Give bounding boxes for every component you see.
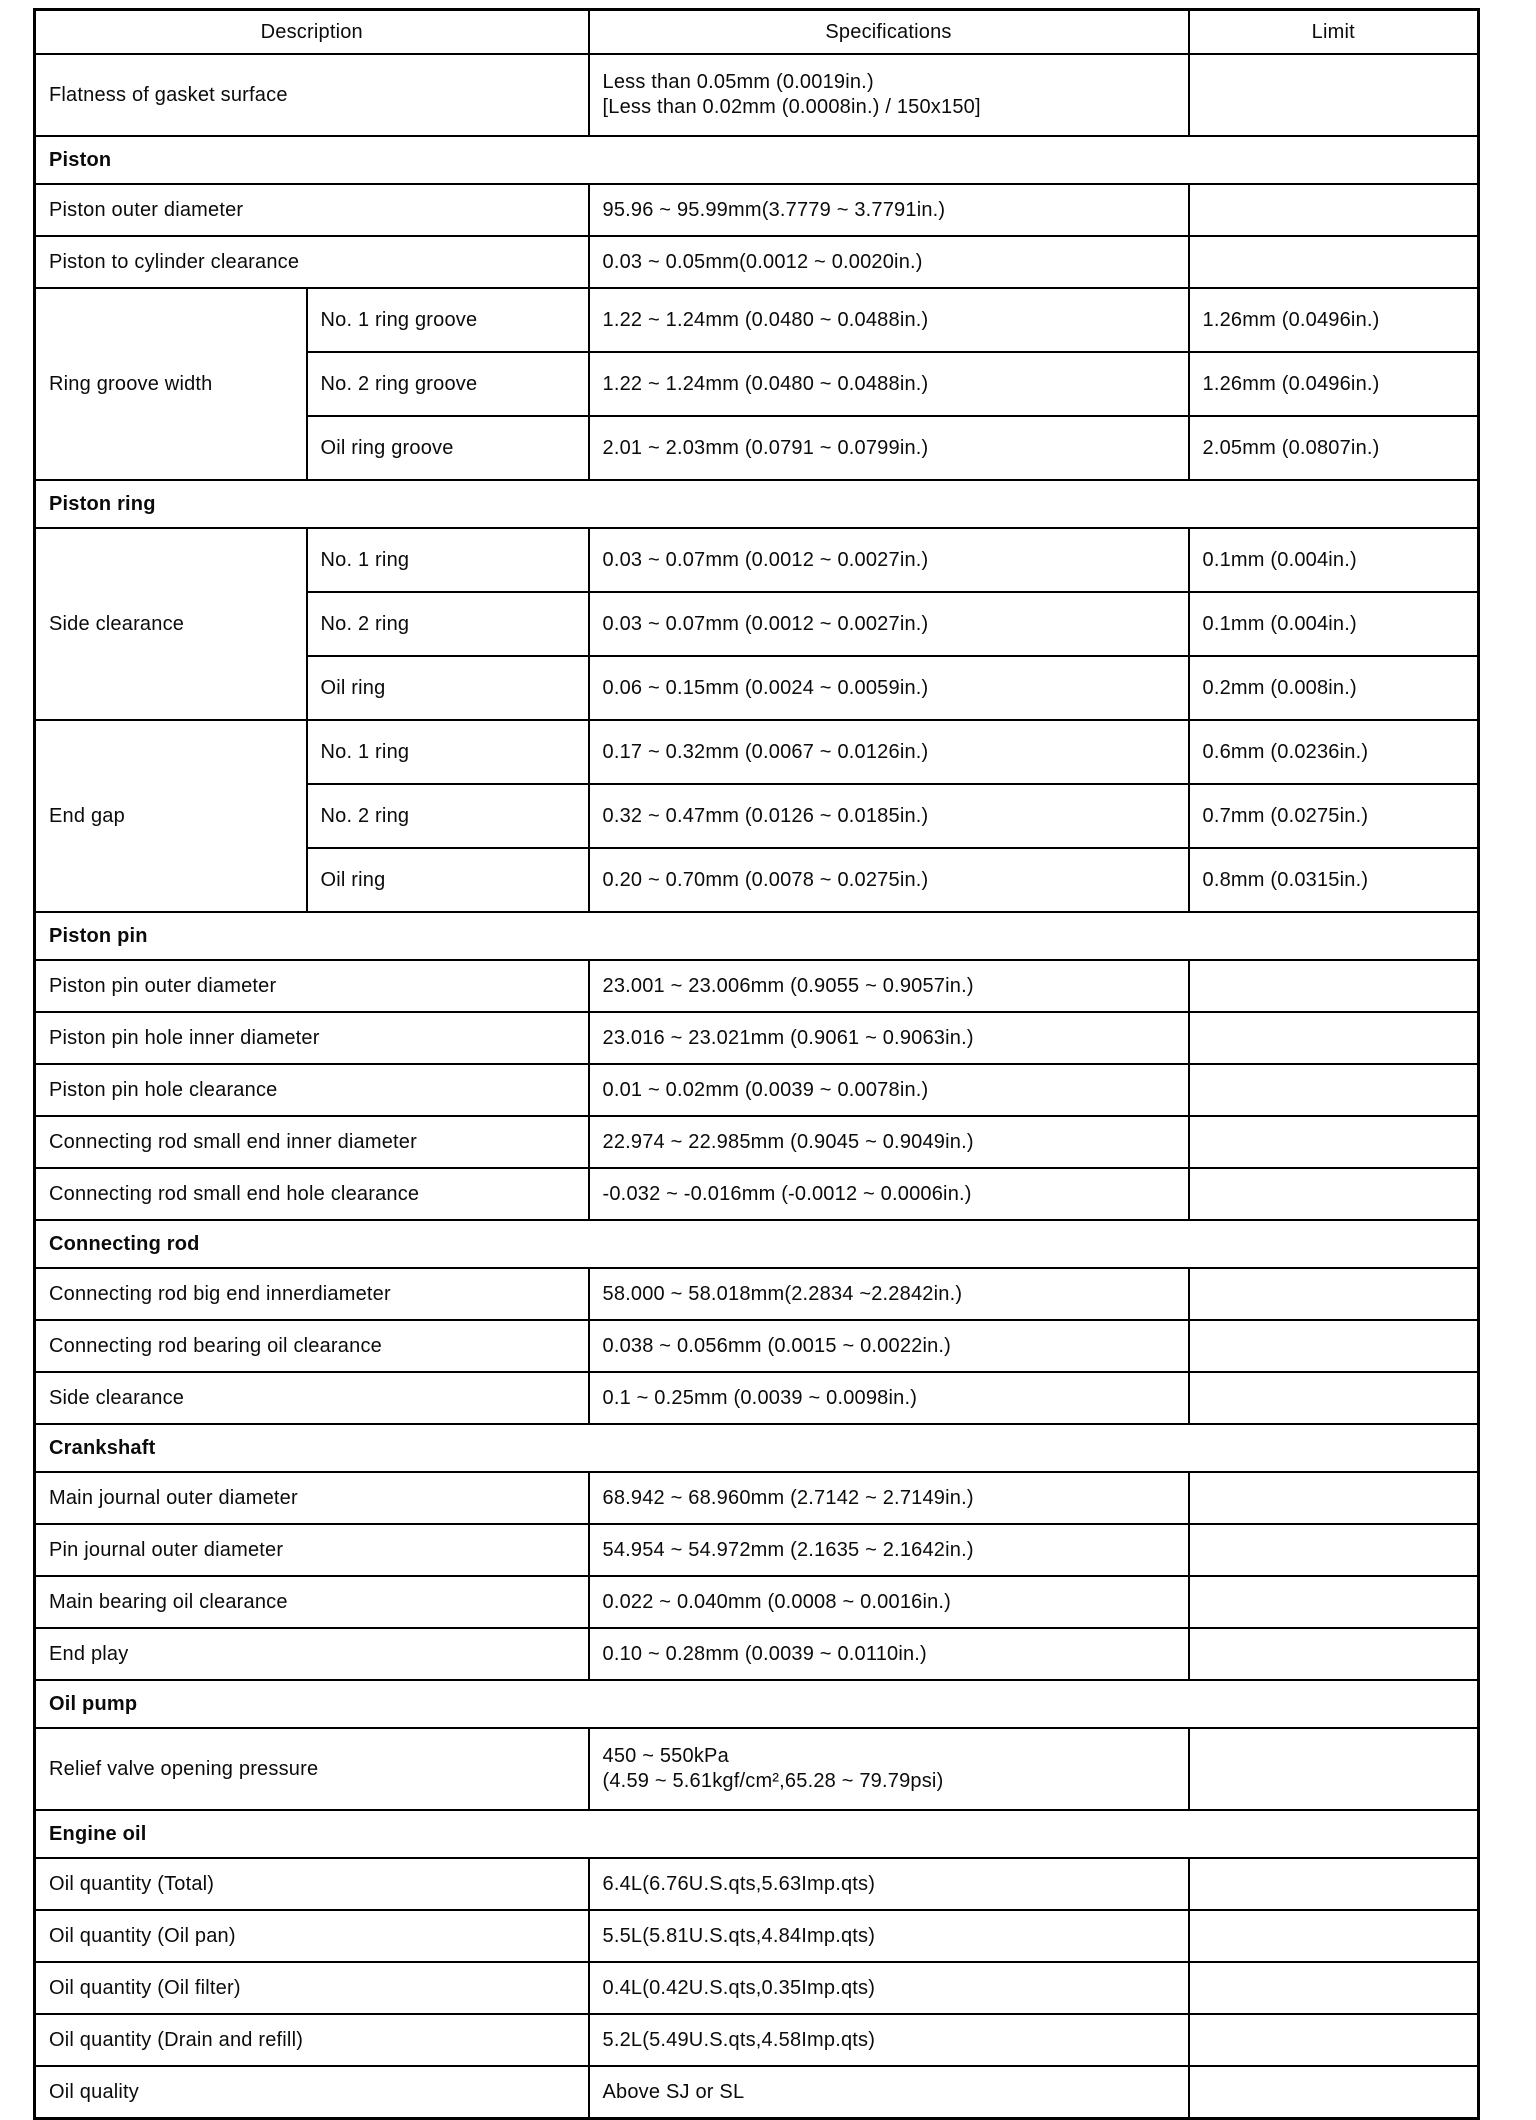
cell-limit [1189,1064,1479,1116]
table-row [35,1576,1479,1628]
cell-sub-description: No. 1 ring [307,528,589,592]
cell-limit [1189,1728,1479,1810]
cell-specification [589,1910,1189,1962]
cell-specification [589,1064,1189,1116]
section-row [35,1220,1479,1268]
cell-specification [589,528,1189,592]
table-row [35,720,1479,784]
table-row [35,1910,1479,1962]
table-row [35,528,1479,592]
cell-specification [589,592,1189,656]
table-row [35,236,1479,288]
cell-limit: 0.6mm (0.0236in.) [1189,720,1479,784]
table-row [35,960,1479,1012]
section-row [35,912,1479,960]
cell-specification [589,960,1189,1012]
spec-line: [Less than 0.02mm (0.0008in.) / 150x150] [602,96,981,118]
cell-description: Piston pin outer diameter [35,960,589,1012]
table-row [35,2014,1479,2066]
table-row [35,288,1479,352]
cell-limit: 0.2mm (0.008in.) [1189,656,1479,720]
col-header-description: Description [35,10,589,55]
section-row [35,136,1479,184]
header-row [35,10,1479,55]
cell-limit [1189,1012,1479,1064]
spec-line: 22.974 ~ 22.985mm (0.9045 ~ 0.9049in.) [602,1130,974,1153]
spec-line: Less than 0.05mm (0.0019in.) [602,71,874,93]
cell-limit [1189,1910,1479,1962]
cell-description: Ring groove width [35,288,307,480]
table-row [35,1628,1479,1680]
spec-line: -0.032 ~ -0.016mm (-0.0012 ~ 0.0006in.) [602,1182,972,1205]
cell-description: Main bearing oil clearance [35,1576,589,1628]
cell-specification [589,1116,1189,1168]
table-row [35,54,1479,136]
cell-specification [589,1962,1189,2014]
spec-line: (4.59 ~ 5.61kgf/cm²,65.28 ~ 79.79psi) [602,1770,944,1792]
cell-specification [589,1268,1189,1320]
cell-specification [589,1372,1189,1424]
cell-specification [589,1320,1189,1372]
spec-line: 1.22 ~ 1.24mm (0.0480 ~ 0.0488in.) [602,308,929,331]
cell-limit [1189,1268,1479,1320]
table-row [35,1168,1479,1220]
cell-description: Piston to cylinder clearance [35,236,589,288]
cell-specification [589,1524,1189,1576]
spec-table [33,8,1480,2120]
table-row [35,1372,1479,1424]
cell-description: Connecting rod bearing oil clearance [35,1320,589,1372]
section-header: Connecting rod [35,1220,1479,1268]
cell-limit: 1.26mm (0.0496in.) [1189,352,1479,416]
col-header-specifications: Specifications [589,10,1189,55]
cell-specification [589,416,1189,480]
cell-description: Oil quantity (Drain and refill) [35,2014,589,2066]
spec-line: 0.20 ~ 0.70mm (0.0078 ~ 0.0275in.) [602,868,929,891]
table-row [35,1962,1479,2014]
cell-description: Oil quantity (Total) [35,1858,589,1910]
spec-line: 23.001 ~ 23.006mm (0.9055 ~ 0.9057in.) [602,974,974,997]
cell-description: Oil quality [35,2066,589,2119]
table-row [35,184,1479,236]
cell-limit [1189,1372,1479,1424]
table-row [35,1728,1479,1810]
cell-specification [589,720,1189,784]
cell-specification [589,1576,1189,1628]
cell-limit: 0.1mm (0.004in.) [1189,592,1479,656]
cell-specification [589,184,1189,236]
cell-description: Flatness of gasket surface [35,54,589,136]
spec-line: 450 ~ 550kPa [602,1745,729,1767]
spec-table-body [35,54,1479,2119]
table-row [35,1116,1479,1168]
cell-specification [589,1628,1189,1680]
table-row [35,1858,1479,1910]
table-row [35,1012,1479,1064]
cell-limit: 0.7mm (0.0275in.) [1189,784,1479,848]
spec-line: 0.03 ~ 0.07mm (0.0012 ~ 0.0027in.) [602,612,929,635]
cell-specification [589,2066,1189,2119]
spec-line: Above SJ or SL [602,2080,745,2103]
cell-description: Oil quantity (Oil pan) [35,1910,589,1962]
cell-specification [589,1858,1189,1910]
cell-specification [589,236,1189,288]
spec-line: 68.942 ~ 68.960mm (2.7142 ~ 2.7149in.) [602,1486,974,1509]
cell-description: Oil quantity (Oil filter) [35,1962,589,2014]
section-header: Piston ring [35,480,1479,528]
section-row [35,480,1479,528]
cell-limit [1189,184,1479,236]
spec-line: 54.954 ~ 54.972mm (2.1635 ~ 2.1642in.) [602,1538,974,1561]
table-row [35,2066,1479,2119]
spec-line: 6.4L(6.76U.S.qts,5.63Imp.qts) [602,1872,876,1895]
cell-specification [589,1168,1189,1220]
section-header: Engine oil [35,1810,1479,1858]
cell-specification [589,656,1189,720]
section-row [35,1680,1479,1728]
spec-line: 0.06 ~ 0.15mm (0.0024 ~ 0.0059in.) [602,676,929,699]
table-row [35,1268,1479,1320]
spec-line: 58.000 ~ 58.018mm(2.2834 ~2.2842in.) [602,1282,963,1305]
spec-line: 0.10 ~ 0.28mm (0.0039 ~ 0.0110in.) [602,1642,927,1665]
spec-line: 0.17 ~ 0.32mm (0.0067 ~ 0.0126in.) [602,740,929,763]
cell-description: Pin journal outer diameter [35,1524,589,1576]
cell-specification [589,848,1189,912]
cell-limit [1189,1116,1479,1168]
spec-line: 23.016 ~ 23.021mm (0.9061 ~ 0.9063in.) [602,1026,974,1049]
spec-line: 5.2L(5.49U.S.qts,4.58Imp.qts) [602,2028,876,2051]
cell-sub-description: Oil ring [307,848,589,912]
cell-description: Main journal outer diameter [35,1472,589,1524]
cell-limit: 1.26mm (0.0496in.) [1189,288,1479,352]
cell-description: End play [35,1628,589,1680]
spec-line: 95.96 ~ 95.99mm(3.7779 ~ 3.7791in.) [602,198,946,221]
spec-line: 0.03 ~ 0.05mm(0.0012 ~ 0.0020in.) [602,250,923,273]
cell-limit [1189,2066,1479,2119]
cell-specification [589,54,1189,136]
cell-description: End gap [35,720,307,912]
section-header: Crankshaft [35,1424,1479,1472]
spec-line: 2.01 ~ 2.03mm (0.0791 ~ 0.0799in.) [602,436,929,459]
cell-limit [1189,1524,1479,1576]
cell-specification [589,288,1189,352]
cell-sub-description: Oil ring groove [307,416,589,480]
cell-description: Connecting rod small end hole clearance [35,1168,589,1220]
cell-sub-description: No. 2 ring groove [307,352,589,416]
cell-limit [1189,960,1479,1012]
cell-description: Side clearance [35,1372,589,1424]
cell-limit [1189,1576,1479,1628]
section-header: Piston pin [35,912,1479,960]
cell-description: Side clearance [35,528,307,720]
cell-limit [1189,1628,1479,1680]
cell-limit [1189,1472,1479,1524]
cell-limit [1189,1962,1479,2014]
spec-line: 0.32 ~ 0.47mm (0.0126 ~ 0.0185in.) [602,804,929,827]
cell-specification [589,352,1189,416]
cell-limit: 0.8mm (0.0315in.) [1189,848,1479,912]
cell-specification [589,1728,1189,1810]
cell-limit [1189,1168,1479,1220]
table-row [35,1524,1479,1576]
cell-limit [1189,54,1479,136]
cell-sub-description: No. 1 ring [307,720,589,784]
spec-line: 1.22 ~ 1.24mm (0.0480 ~ 0.0488in.) [602,372,929,395]
cell-sub-description: No. 2 ring [307,592,589,656]
cell-sub-description: No. 2 ring [307,784,589,848]
col-header-limit: Limit [1189,10,1479,55]
cell-limit [1189,236,1479,288]
spec-line: 0.03 ~ 0.07mm (0.0012 ~ 0.0027in.) [602,548,929,571]
cell-description: Relief valve opening pressure [35,1728,589,1810]
cell-limit: 2.05mm (0.0807in.) [1189,416,1479,480]
cell-description: Piston pin hole clearance [35,1064,589,1116]
cell-specification [589,784,1189,848]
cell-limit [1189,1320,1479,1372]
table-row [35,1064,1479,1116]
cell-limit [1189,2014,1479,2066]
cell-description: Piston outer diameter [35,184,589,236]
cell-description: Connecting rod big end innerdiameter [35,1268,589,1320]
cell-description: Piston pin hole inner diameter [35,1012,589,1064]
cell-limit: 0.1mm (0.004in.) [1189,528,1479,592]
spec-line: 0.4L(0.42U.S.qts,0.35Imp.qts) [602,1976,876,1999]
section-row [35,1424,1479,1472]
spec-line: 0.038 ~ 0.056mm (0.0015 ~ 0.0022in.) [602,1334,952,1357]
cell-sub-description: Oil ring [307,656,589,720]
cell-limit [1189,1858,1479,1910]
spec-line: 0.1 ~ 0.25mm (0.0039 ~ 0.0098in.) [602,1386,918,1409]
table-row [35,1320,1479,1372]
spec-line: 5.5L(5.81U.S.qts,4.84Imp.qts) [602,1924,876,1947]
cell-specification [589,2014,1189,2066]
cell-specification [589,1472,1189,1524]
cell-description: Connecting rod small end inner diameter [35,1116,589,1168]
table-row [35,1472,1479,1524]
cell-specification [589,1012,1189,1064]
spec-line: 0.01 ~ 0.02mm (0.0039 ~ 0.0078in.) [602,1078,929,1101]
spec-line: 0.022 ~ 0.040mm (0.0008 ~ 0.0016in.) [602,1590,952,1613]
section-header: Piston [35,136,1479,184]
section-header: Oil pump [35,1680,1479,1728]
cell-sub-description: No. 1 ring groove [307,288,589,352]
section-row [35,1810,1479,1858]
